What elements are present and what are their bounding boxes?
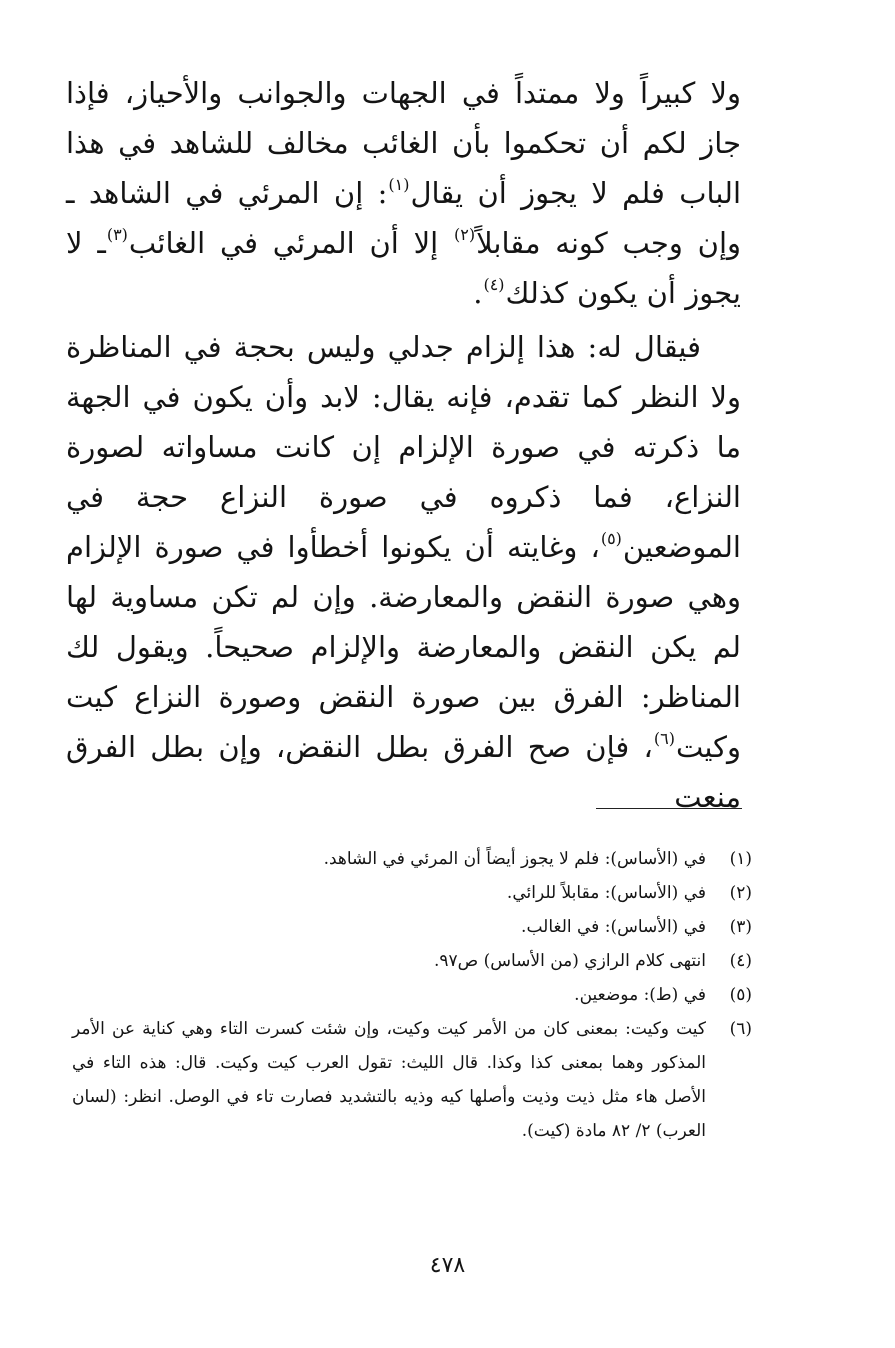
- footnote-ref-1: (١): [388, 175, 410, 194]
- paragraph-2-text-a: فيقال له: هذا إلزام جدلي وليس بحجة في المناظرة ولا النظر كما تقدم، فإنه يقال: لابد وأن يكون في الجهة ما ذكرته في صورة الإلزام إن كانت مساواته لصورة النزاع، فما ذكروه في صورة النزاع حجة في الموضعين: [66, 330, 741, 564]
- footnote-text: في (الأساس): مقابلاً للرائي.: [506, 883, 706, 903]
- paragraph-2-text-b: ، وغايته أن يكونوا أخطأوا في صورة الإلزام وهي صورة النقض والمعارضة. وإن لم تكن مساوية لها لم يكن النقض والمعارضة والإلزام صحيحاً. ويقول لك المناظر: الفرق بين صورة النقض وصورة النزاع كيت وكيت: [66, 530, 741, 764]
- paragraph-1-text-e: .: [473, 276, 483, 310]
- footnote-ref-6: (٦): [653, 729, 675, 748]
- footnote-number: (٤): [729, 951, 752, 971]
- footnote-ref-3: (٣): [106, 225, 128, 244]
- footnote-item: [72, 978, 752, 1012]
- footnote-text: في (الأساس): في الغالب.: [521, 917, 706, 937]
- page-number: ٤٧٨: [429, 1253, 466, 1278]
- footnote-text: في (ط): موضعين.: [574, 985, 706, 1005]
- footnote-number: (٥): [729, 985, 752, 1005]
- footnote-ref-5: (٥): [600, 529, 622, 548]
- footnote-text: انتهى كلام الرازي (من الأساس) ص٩٧.: [433, 951, 706, 971]
- footnote-item: [72, 842, 752, 876]
- paragraph-2-text-c: ، فإن صح الفرق بطل النقض، وإن بطل الفرق منعت: [66, 730, 741, 814]
- main-paragraph-2: [66, 322, 741, 822]
- footnote-ref-4: (٤): [483, 275, 505, 294]
- paragraph-1-text-a: ولا كبيراً ولا ممتداً في الجهات والجوانب والأحياز، فإذا جاز لكم أن تحكموا بأن الغائب مخالف للشاهد في هذا الباب فلم لا يجوز أن يقال: [66, 76, 741, 210]
- footnote-number: (٦): [729, 1019, 752, 1039]
- footnote-item: [72, 1012, 752, 1148]
- footnote-divider: [596, 808, 742, 809]
- main-paragraph-1: [66, 68, 741, 318]
- footnote-number: (٣): [729, 917, 752, 937]
- footnote-item: [72, 876, 752, 910]
- paragraph-1-text-d: ـ لا يجوز أن يكون كذلك: [66, 226, 741, 310]
- footnotes: [72, 842, 752, 1148]
- paragraph-1-text-b: : إن المرئي في الشاهد ـ وإن وجب كونه مقابلاً: [66, 176, 742, 260]
- paragraph-1-text-c: إلا أن المرئي في الغائب: [128, 226, 453, 260]
- footnote-item: [72, 944, 752, 978]
- footnote-text: في (الأساس): فلم لا يجوز أيضاً أن المرئي في الشاهد.: [323, 849, 706, 869]
- footnote-number: (٢): [729, 883, 752, 903]
- footnote-ref-2: (٢): [453, 225, 476, 244]
- footnote-item: [72, 910, 752, 944]
- footnote-text: كيت وكيت: بمعنى كان من الأمر كيت وكيت، وإن شئت كسرت التاء وهي كناية عن الأمر المذكور وهما بمعنى كذا وكذا. قال الليث: تقول العرب كيت وكيت. قال: هذه التاء في الأصل هاء مثل ذيت وذيت وأصلها كيه وذيه بالتشديد فصارت تاء في الوصل. انظر: (لسان العرب) ٢/ ٨٢ مادة (كيت).: [72, 1019, 706, 1141]
- footnote-number: (١): [729, 849, 752, 869]
